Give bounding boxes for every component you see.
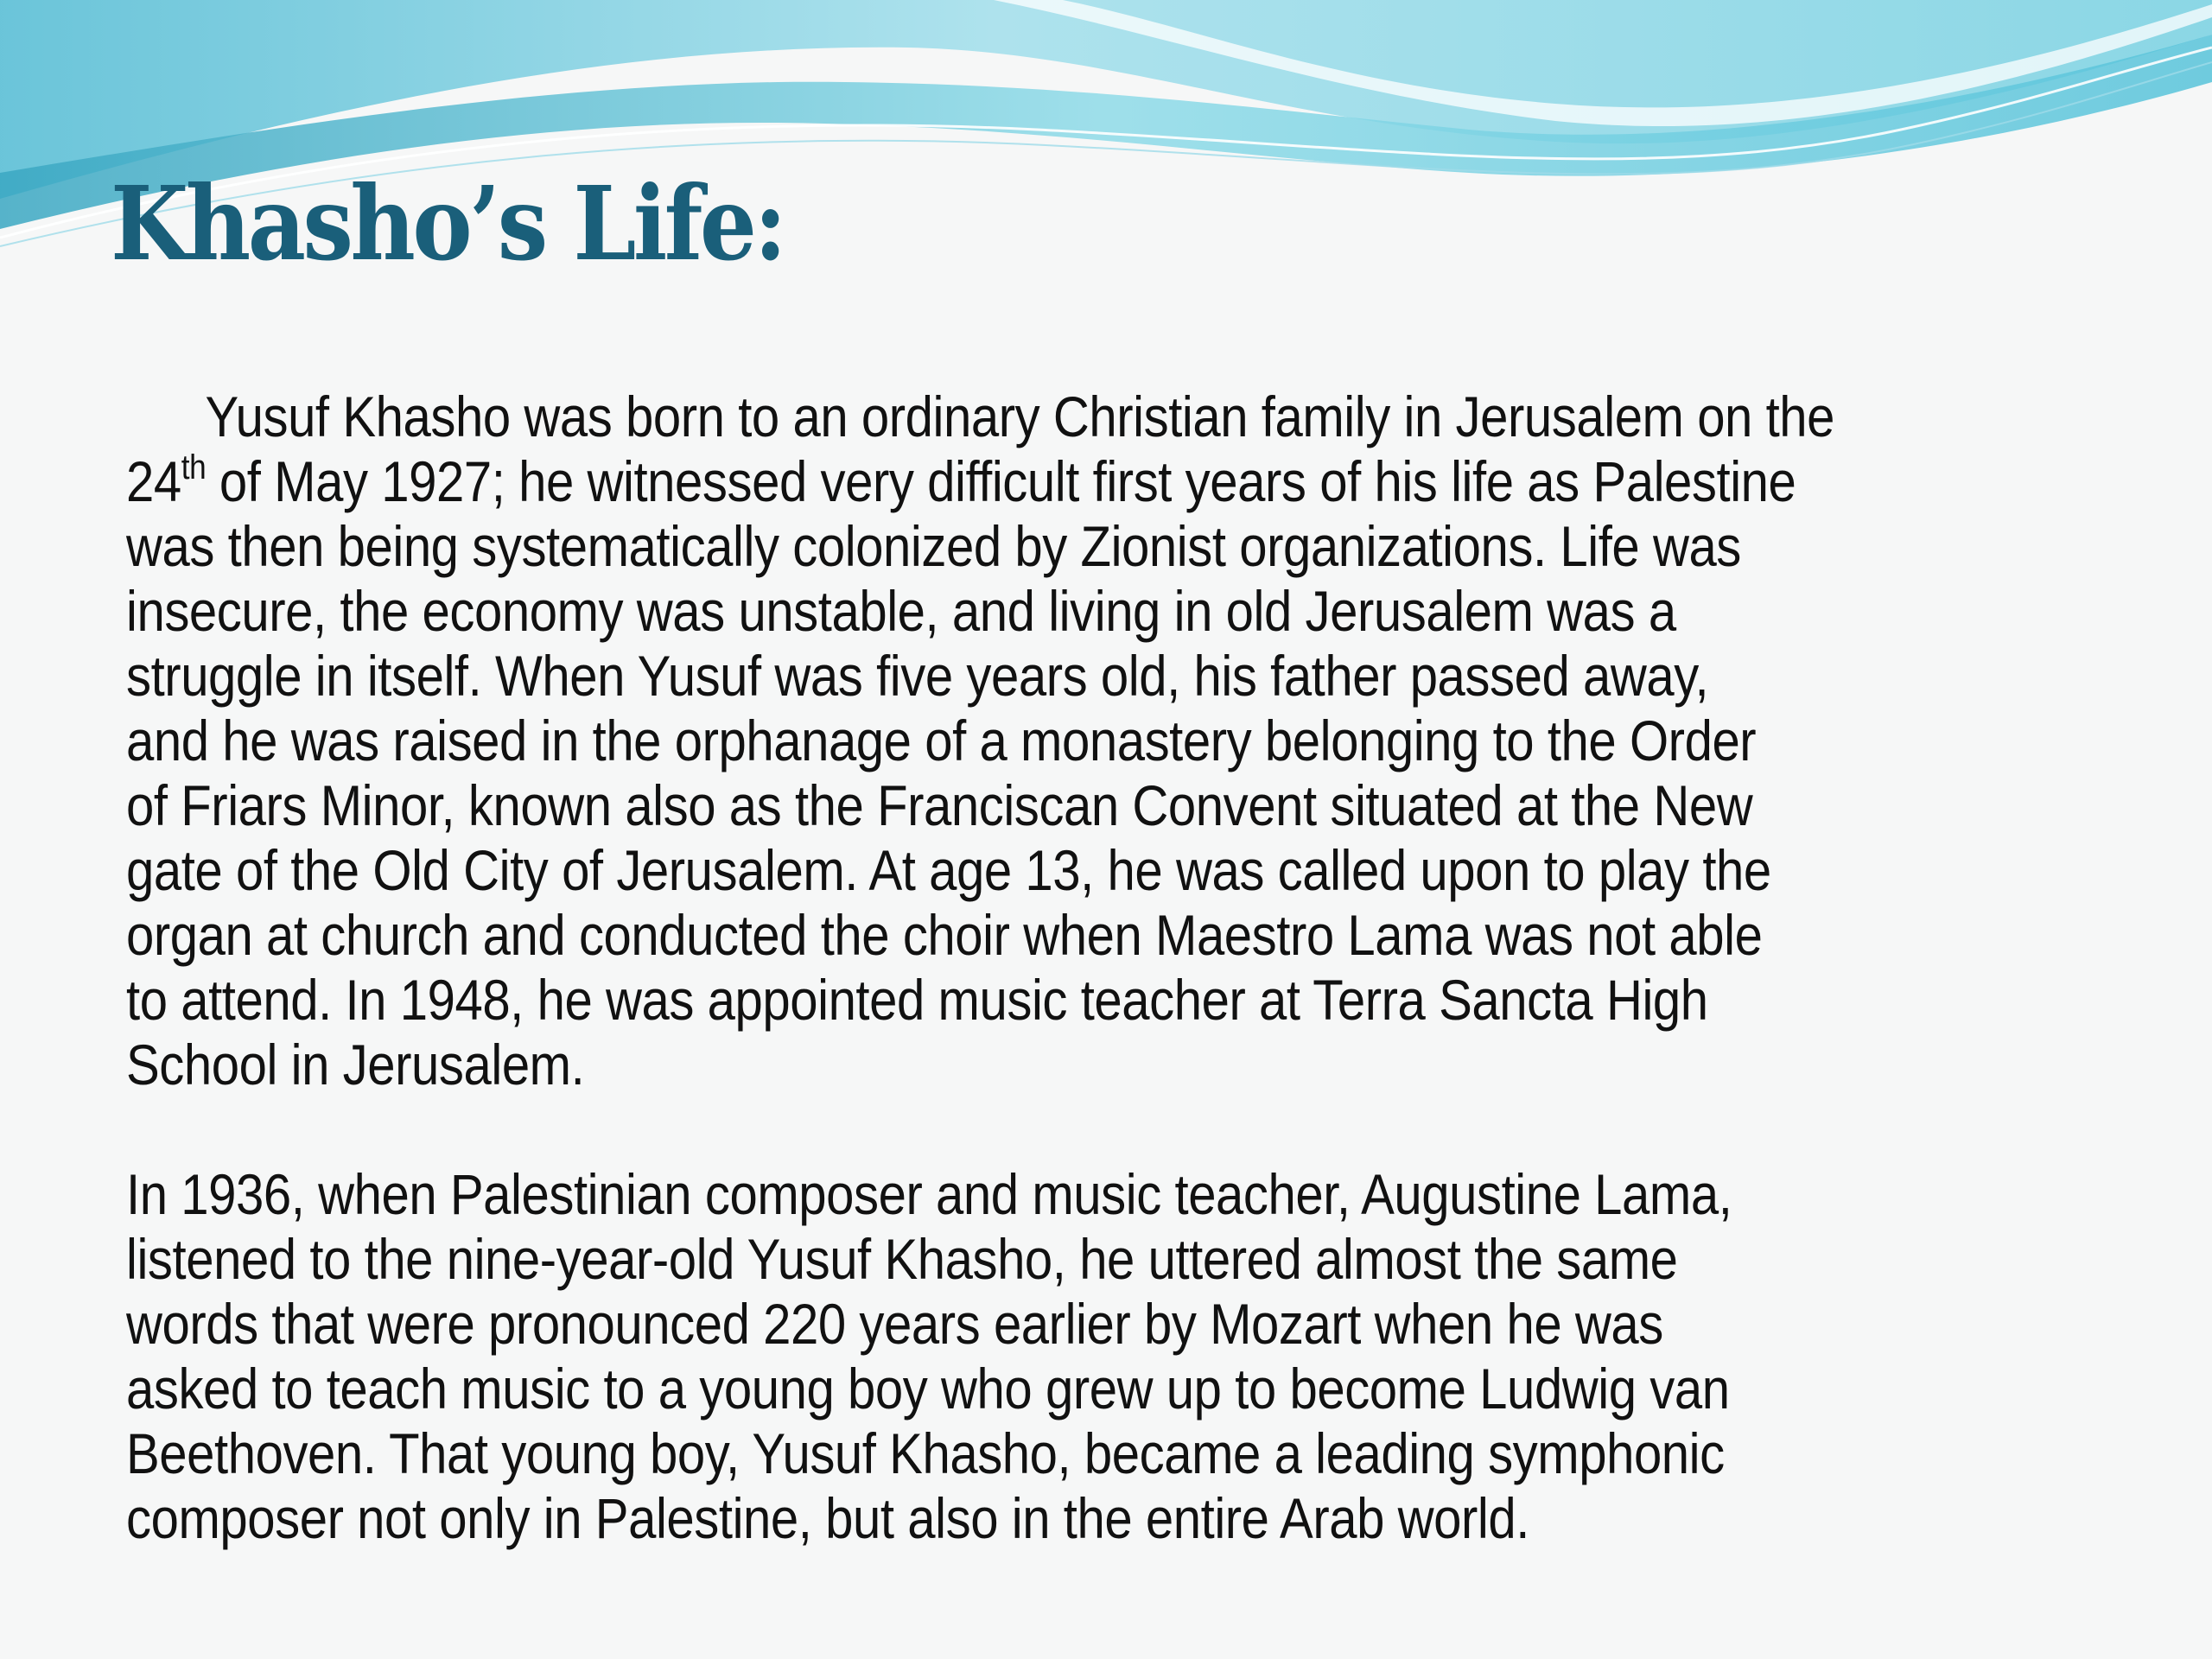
text-line: struggle in itself. When Yusuf was five years old, his father passed away, xyxy=(126,644,1709,708)
text-line: Beethoven. That young boy, Yusuf Khasho, became a leading symphonic xyxy=(126,1421,1725,1485)
text-line: composer not only in Palestine, but also in the entire Arab world. xyxy=(126,1486,1529,1550)
text-line: was then being systematically colonized by Zionist organizations. Life was xyxy=(126,514,1741,578)
text-line: organ at church and conducted the choir when Maestro Lama was not able xyxy=(126,903,1763,967)
text-line: In 1936, when Palestinian composer and music teacher, Augustine Lama, xyxy=(126,1162,1732,1226)
text-line: School in Jerusalem. xyxy=(126,1033,585,1096)
text-line: listened to the nine-year-old Yusuf Khasho, he uttered almost the same xyxy=(126,1227,1678,1291)
text-line: to attend. In 1948, he was appointed music teacher at Terra Sancta High xyxy=(126,968,1708,1032)
text-line: words that were pronounced 220 years earlier by Mozart when he was xyxy=(126,1292,1663,1356)
text-line: gate of the Old City of Jerusalem. At age 13, he was called upon to play the xyxy=(126,838,1771,902)
text-line: Yusuf Khasho was born to an ordinary Christian family in Jerusalem on the xyxy=(205,385,1835,448)
text-line: of Friars Minor, known also as the Franciscan Convent situated at the New xyxy=(126,773,1753,837)
text-line: asked to teach music to a young boy who grew up to become Ludwig van xyxy=(126,1357,1730,1421)
slide-body xyxy=(126,385,2165,1551)
slide-title: Khasho’s Life: xyxy=(111,163,785,283)
paragraph-birth-and-early-life xyxy=(126,385,2165,1097)
text-line: 24th of May 1927; he witnessed very difficult first years of his life as Palestine xyxy=(126,448,1796,513)
paragraph-augustine-lama xyxy=(126,1162,2165,1551)
text-line: insecure, the economy was unstable, and living in old Jerusalem was a xyxy=(126,579,1676,643)
text-line: and he was raised in the orphanage of a monastery belonging to the Order xyxy=(126,709,1757,772)
